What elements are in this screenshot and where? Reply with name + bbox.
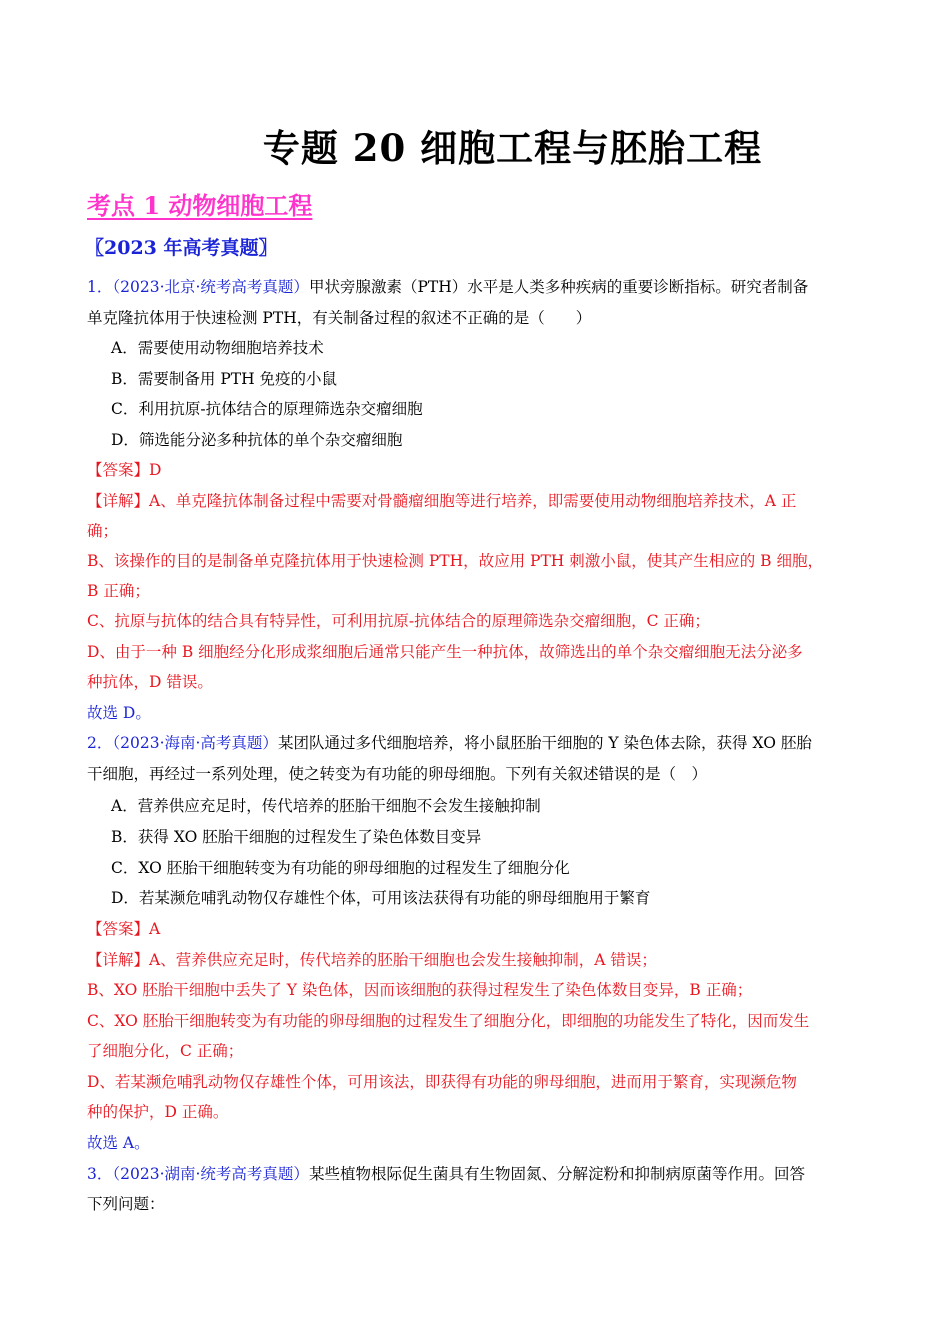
question-2-option-a: A．营养供应充足时，传代培养的胚胎干细胞不会发生接触抑制 bbox=[111, 797, 541, 815]
question-1-explain-line: 种抗体，D 错误。 bbox=[87, 673, 213, 691]
question-1-explain-line: C、抗原与抗体的结合具有特异性，可利用抗原-抗体结合的原理筛选杂交瘤细胞，C 正确； bbox=[87, 612, 710, 630]
question-3-stem-line-1 bbox=[87, 1164, 805, 1184]
question-2-explain-line: D、若某濒危哺乳动物仅存雄性个体，可用该法，即获得有功能的卵母细胞，进而用于繁育，实现濒危物 bbox=[87, 1073, 797, 1091]
question-text: 某团队通过多代细胞培养，将小鼠胚胎干细胞的 Y 染色体去除，获得 XO 胚胎 bbox=[277, 734, 812, 752]
question-2-stem-line-1 bbox=[87, 733, 812, 753]
question-1-option-b: B．需要制备用 PTH 免疫的小鼠 bbox=[111, 370, 338, 388]
question-1-stem-line-1 bbox=[87, 277, 808, 297]
question-1-conclusion: 故选 D。 bbox=[87, 704, 151, 722]
question-3-stem-line-2: 下列问题： bbox=[87, 1195, 165, 1213]
question-1-option-d: D．筛选能分泌多种抗体的单个杂交瘤细胞 bbox=[111, 431, 403, 449]
question-source: （2023·湖南·统考高考真题） bbox=[112, 1165, 309, 1183]
question-2-conclusion: 故选 A。 bbox=[87, 1134, 150, 1152]
question-1-answer: 【答案】D bbox=[87, 461, 162, 479]
question-2-answer: 【答案】A bbox=[87, 920, 161, 938]
question-2-option-b: B．获得 XO 胚胎干细胞的过程发生了染色体数目变异 bbox=[111, 828, 482, 846]
question-1-explain-line: 【详解】A、单克隆抗体制备过程中需要对骨髓瘤细胞等进行培养，即需要使用动物细胞培养技术，A 正 bbox=[87, 492, 797, 510]
question-source: （2023·海南·高考真题） bbox=[112, 734, 278, 752]
question-2-option-d: D．若某濒危哺乳动物仅存雄性个体，可用该法获得有功能的卵母细胞用于繁育 bbox=[111, 889, 651, 907]
question-2-explain-line: C、XO 胚胎干细胞转变为有功能的卵母细胞的过程发生了细胞分化，即细胞的功能发生了特化，因而发生 bbox=[87, 1012, 810, 1030]
question-1-explain-line: D、由于一种 B 细胞经分化形成浆细胞后通常只能产生一种抗体，故筛选出的单个杂交瘤细胞无法分泌多 bbox=[87, 643, 803, 661]
question-1-explain-line: B 正确； bbox=[87, 582, 150, 600]
question-1-explain-line: 确； bbox=[87, 522, 119, 540]
question-2-option-c: C．XO 胚胎干细胞转变为有功能的卵母细胞的过程发生了细胞分化 bbox=[111, 859, 570, 877]
question-2-explain-line: B、XO 胚胎干细胞中丢失了 Y 染色体，因而该细胞的获得过程发生了染色体数目变异，B 正确； bbox=[87, 981, 753, 999]
question-2-explain-line: 了细胞分化，C 正确； bbox=[87, 1042, 244, 1060]
question-1-option-c: C．利用抗原-抗体结合的原理筛选杂交瘤细胞 bbox=[111, 400, 423, 418]
question-1-stem-line-2: 单克隆抗体用于快速检测 PTH，有关制备过程的叙述不正确的是（ ） bbox=[87, 309, 592, 327]
question-text: 甲状旁腺激素（PTH）水平是人类多种疾病的重要诊断指标。研究者制备 bbox=[308, 278, 809, 296]
question-1-explain-line: B、该操作的目的是制备单克隆抗体用于快速检测 PTH，故应用 PTH 刺激小鼠，使其产生相应的 B 细胞， bbox=[87, 552, 823, 570]
question-number: 3． bbox=[87, 1165, 113, 1183]
question-number: 1． bbox=[87, 278, 113, 296]
question-2-explain-line: 种的保护，D 正确。 bbox=[87, 1103, 229, 1121]
page-title: 专题 20 细胞工程与胚胎工程 bbox=[262, 126, 763, 170]
question-text: 某些植物根际促生菌具有生物固氮、分解淀粉和抑制病原菌等作用。回答 bbox=[308, 1165, 805, 1183]
question-source: （2023·北京·统考高考真题） bbox=[112, 278, 309, 296]
question-number: 2． bbox=[87, 734, 113, 752]
section-heading: 〖2023 年高考真题〗 bbox=[85, 237, 278, 259]
topic-heading: 考点 1 动物细胞工程 bbox=[87, 191, 313, 220]
question-2-stem-line-2: 干细胞，再经过一系列处理，使之转变为有功能的卵母细胞。下列有关叙述错误的是（ ） bbox=[87, 765, 708, 783]
question-2-explain-line: 【详解】A、营养供应充足时，传代培养的胚胎干细胞也会发生接触抑制，A 错误； bbox=[87, 951, 657, 969]
question-1-option-a: A．需要使用动物细胞培养技术 bbox=[111, 339, 324, 357]
